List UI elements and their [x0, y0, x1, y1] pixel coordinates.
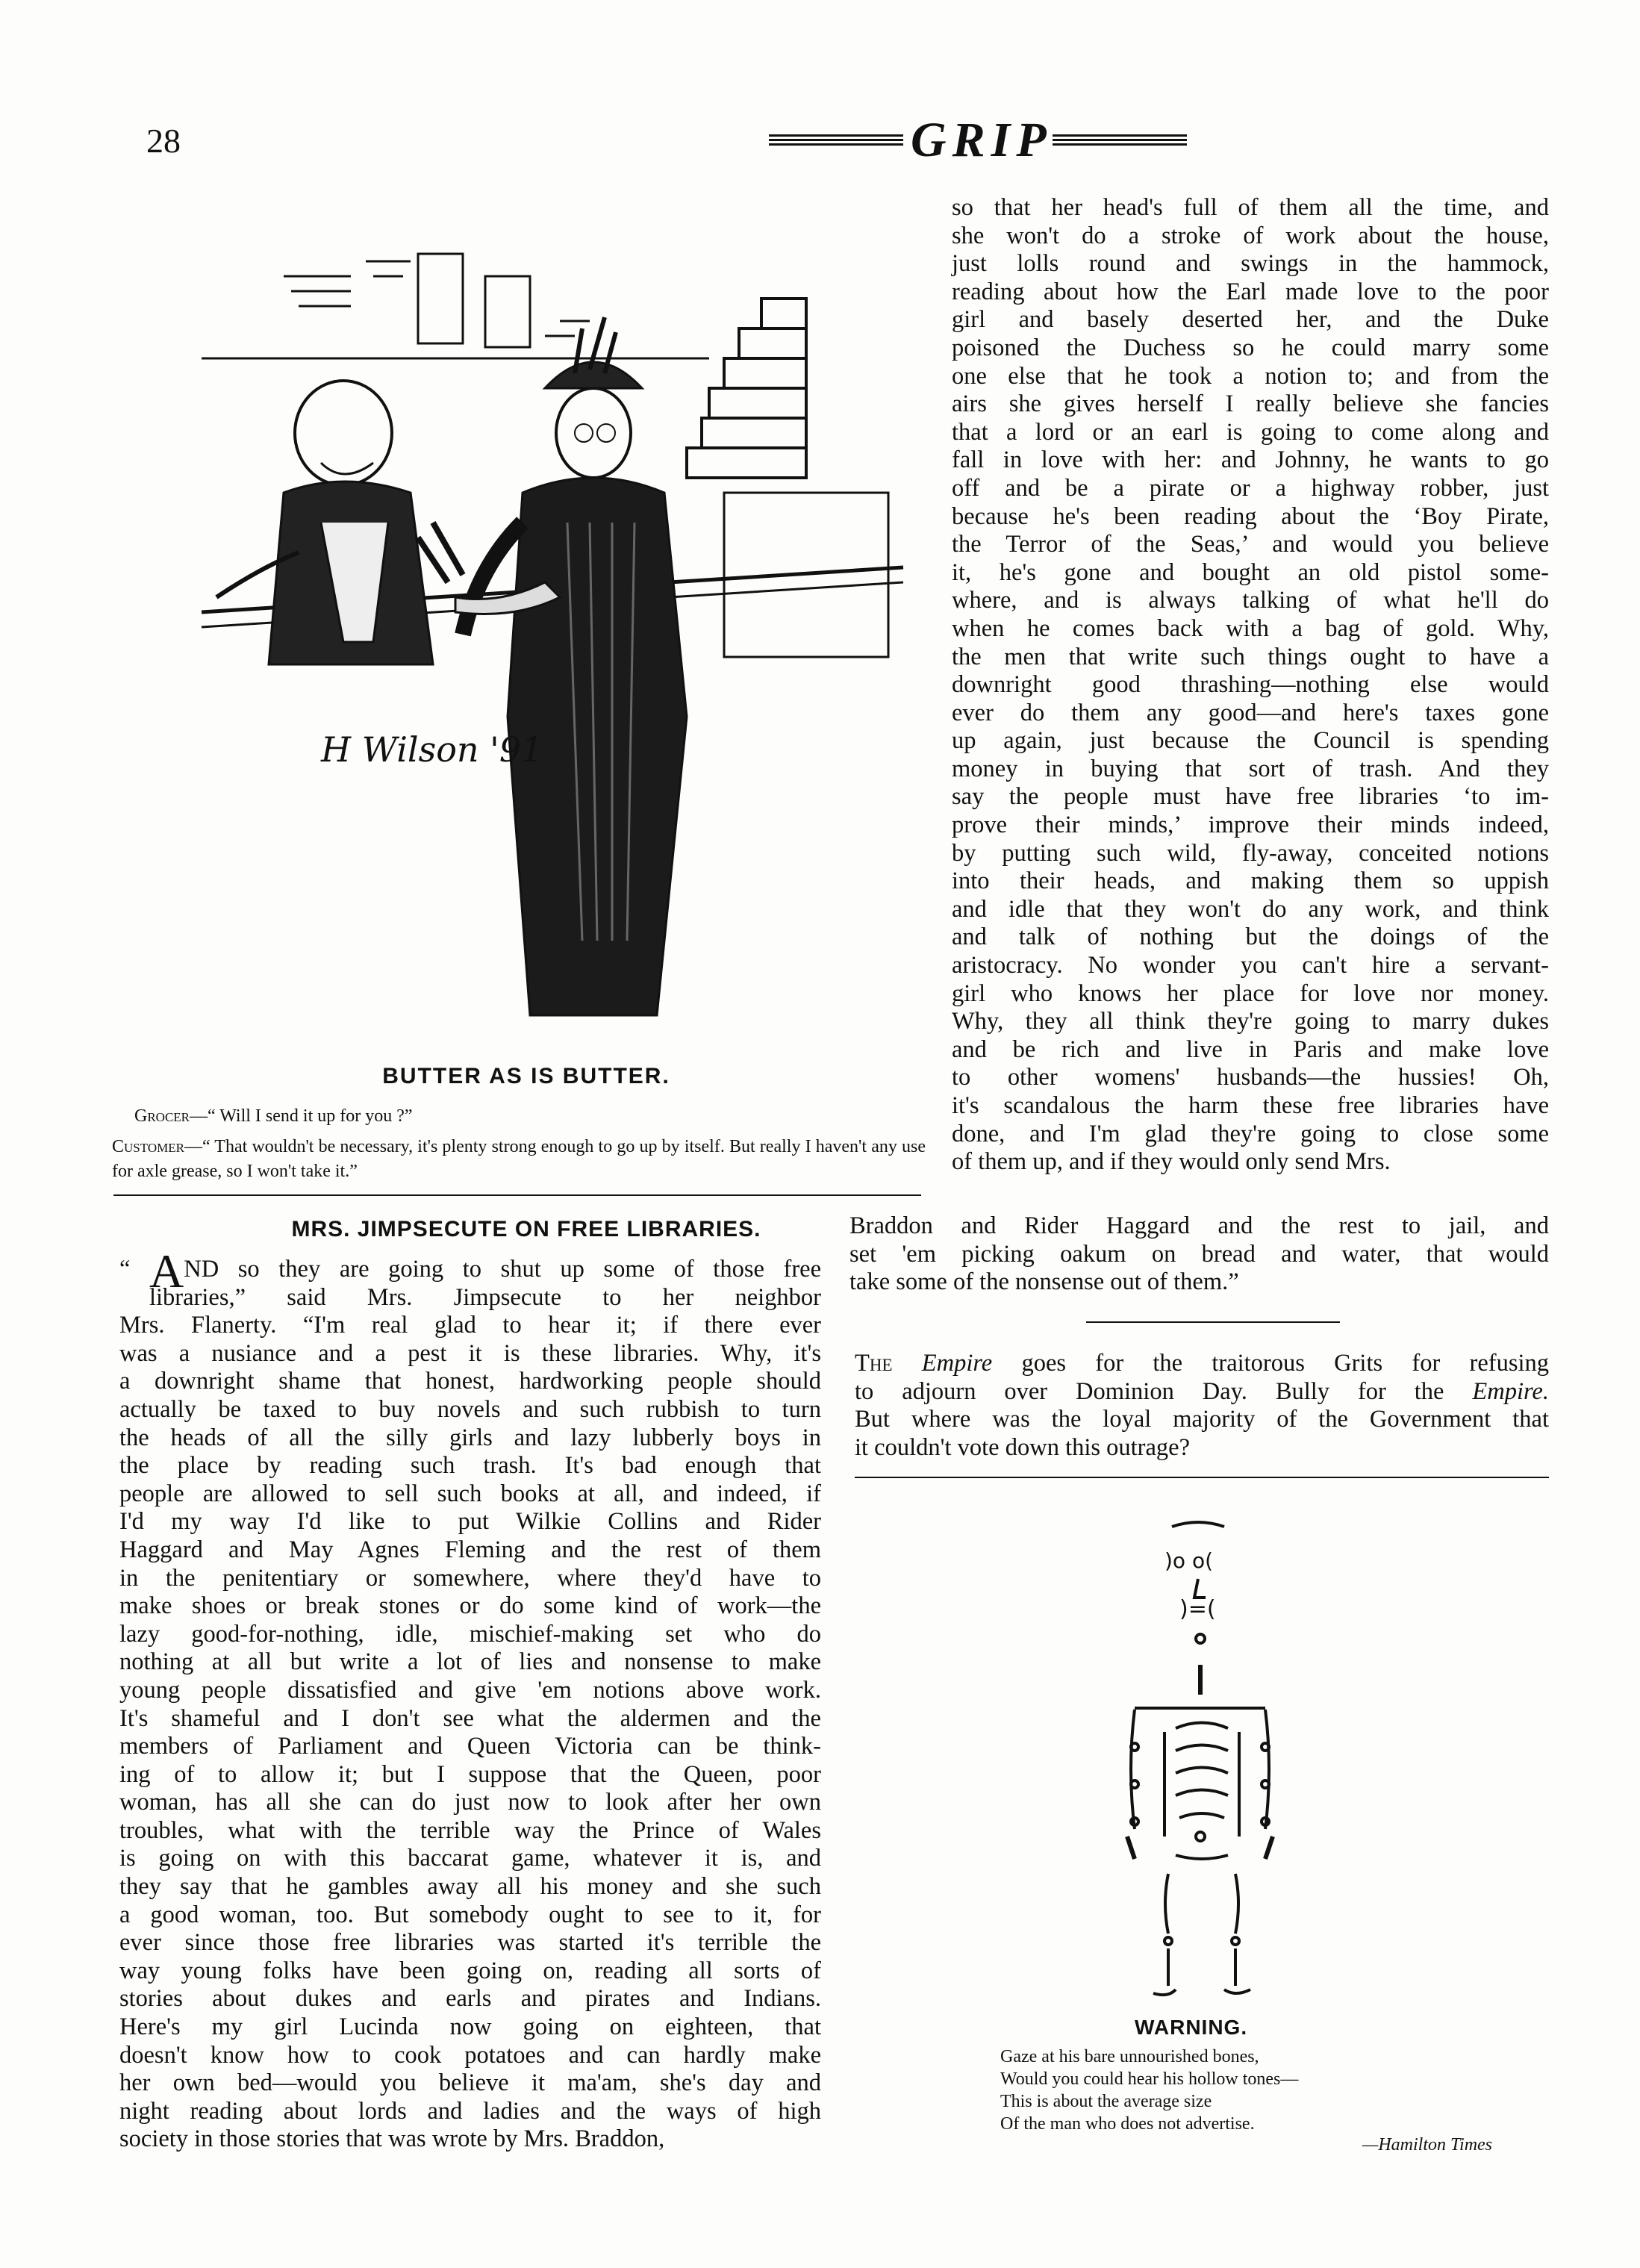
- text-line: she won't do a stroke of work about the house,: [952, 222, 1549, 249]
- empire-line-1-text: goes for the traitorous Grits for refusing: [1021, 1350, 1549, 1377]
- text-line: the men that write such things ought to have a: [952, 643, 1549, 670]
- text-line: actually be taxed to buy novels and such rubbish to turn: [119, 1395, 821, 1423]
- text-line: so that her head's full of them all the time, and: [952, 194, 1549, 221]
- text-line: of them up, and if they would only send Mrs.: [952, 1148, 1391, 1176]
- text-line: just lolls round and swings in the hammock,: [952, 250, 1549, 278]
- text-line: “ AND so they are going to shut up some of those free: [119, 1244, 821, 1297]
- text-line: airs she gives herself I really believe she fancies: [952, 390, 1549, 418]
- text-line: by putting such wild, fly-away, conceited notions: [952, 839, 1549, 867]
- text-line: poisoned the Duchess so he could marry some: [952, 334, 1549, 361]
- empire-italic-1: Empire: [921, 1350, 993, 1377]
- warning-title: WARNING.: [1135, 2016, 1248, 2039]
- text-line: it's scandalous the harm these free libraries have: [952, 1092, 1549, 1119]
- poem-line: Would you could hear his hollow tones—: [1000, 2069, 1299, 2089]
- cartoon-signature: H Wilson '91: [321, 729, 543, 770]
- page-header: [119, 112, 1523, 172]
- text-line: night reading about lords and ladies and the ways of high: [119, 2097, 821, 2125]
- text-line: the place by reading such trash. It's bad enough that: [119, 1452, 821, 1480]
- text-line: and be rich and live in Paris and make love: [952, 1035, 1549, 1063]
- text-line: when he comes back with a bag of gold. Why,: [952, 614, 1549, 642]
- text-line: troubles, what with the terrible way the Prince of Wales: [119, 1816, 821, 1844]
- caption-customer: [112, 1135, 926, 1184]
- empire-line-2-text: to adjourn over Dominion Day. Bully for the: [855, 1377, 1444, 1405]
- customer-line: —“ That wouldn't be necessary, it's plenty strong enough to go up by itself. But really I haven't any use for axle grease, so I won't take it.”: [112, 1137, 926, 1181]
- text-line: done, and I'm glad they're going to close some: [952, 1120, 1549, 1147]
- text-line: the Terror of the Seas,’ and would you believe: [952, 531, 1549, 558]
- drop-cap: A: [149, 1244, 184, 1297]
- empire-line-2: [855, 1377, 1549, 1406]
- text-line: Haggard and May Agnes Fleming and the rest of them: [119, 1536, 821, 1563]
- text-line: stories about dukes and earls and pirates and Indians.: [119, 1985, 821, 2013]
- text-line: and talk of nothing but the doings of the: [952, 923, 1549, 951]
- text-line: people are allowed to sell such books at all, and indeed, if: [119, 1480, 821, 1507]
- text-line: off and be a pirate or a highway robber, just: [952, 474, 1549, 502]
- cartoon-drawing: [172, 209, 918, 1053]
- text-line: because he's been reading about the ‘Boy Pirate,: [952, 502, 1549, 530]
- empire-lead-word: The: [855, 1350, 893, 1377]
- poem-line: This is about the average size: [1000, 2092, 1212, 2111]
- text-line: money in buying that sort of trash. And they: [952, 755, 1549, 782]
- text-line: they say that he gambles away all his money and she such: [119, 1873, 821, 1901]
- section-rule-short: [1086, 1321, 1340, 1323]
- masthead-rule-right: [1053, 134, 1187, 148]
- text-line: take some of the nonsense out of them.”: [849, 1268, 1239, 1296]
- text-line: doesn't know how to cook potatoes and can hardly make: [119, 2041, 821, 2069]
- text-line: downright good thrashing—nothing else would: [952, 671, 1549, 699]
- section-rule-long: [855, 1477, 1549, 1478]
- text-line: one else that he took a notion to; and from the: [952, 362, 1549, 390]
- warning-poem: [1000, 2046, 1298, 2135]
- masthead-title: GRIP: [911, 113, 1053, 167]
- text-line: say the people must have free libraries ‘to im-: [952, 783, 1549, 811]
- caption-rule: [113, 1194, 921, 1196]
- text-line: and idle that they won't do any work, and think: [952, 895, 1549, 923]
- svg-text:)o o(: )o o(: [1164, 1548, 1214, 1573]
- poem-line: Of the man who does not advertise.: [1000, 2114, 1255, 2134]
- empire-line-4: it couldn't vote down this outrage?: [855, 1433, 1191, 1461]
- masthead: [769, 115, 1232, 167]
- text-line: the heads of all the silly girls and lazy lubberly boys in: [119, 1424, 821, 1451]
- text-line: Mrs. Flanerty. “I'm real glad to hear it; if there ever: [119, 1312, 821, 1339]
- text-line: Here's my girl Lucinda now going on eighteen, that: [119, 2013, 821, 2041]
- text-line: ing of to allow it; but I suppose that the Queen, poor: [119, 1760, 821, 1788]
- article-right-column: [952, 194, 1549, 1177]
- empire-line-1: [855, 1349, 1549, 1377]
- text-line: fall in love with her: and Johnny, he wants to go: [952, 446, 1549, 474]
- text-line: into their heads, and making them so uppish: [952, 867, 1549, 895]
- speaker-customer: Customer: [112, 1137, 184, 1156]
- article-title: MRS. JIMPSECUTE ON FREE LIBRARIES.: [291, 1217, 761, 1242]
- text-line: it, he's gone and bought an old pistol some-: [952, 558, 1549, 586]
- poem-line: Gaze at his bare unnourished bones,: [1000, 2047, 1259, 2066]
- text-line: a downright shame that honest, hardworking people should: [119, 1368, 821, 1395]
- empire-paragraph: [855, 1349, 1549, 1461]
- text-line: reading about how the Earl made love to the poor: [952, 278, 1549, 305]
- text-line: set 'em picking oakum on bread and water, that would: [849, 1240, 1549, 1268]
- text-line: girl who knows her place for love nor money.: [952, 979, 1549, 1007]
- empire-italic-2: Empire.: [1472, 1377, 1549, 1405]
- text-line: lazy good-for-nothing, idle, mischief-making set who do: [119, 1620, 821, 1648]
- text-line: that a lord or an earl is going to come along and: [952, 418, 1549, 446]
- text-line: make shoes or break stones or do some kind of work—the: [119, 1592, 821, 1620]
- text-line: Braddon and Rider Haggard and the rest to jail, and: [849, 1212, 1549, 1239]
- text-line: a good woman, too. But somebody ought to see to it, for: [119, 1901, 821, 1928]
- text-line: aristocracy. No wonder you can't hire a servant-: [952, 952, 1549, 979]
- text-line: society in those stories that was wrote by Mrs. Braddon,: [119, 2125, 665, 2153]
- text-line: young people dissatisfied and give 'em notions above work.: [119, 1676, 821, 1704]
- text-line: up again, just because the Council is spending: [952, 727, 1549, 755]
- text-line: girl and basely deserted her, and the Duke: [952, 306, 1549, 334]
- poem-source: —Hamilton Times: [1362, 2135, 1493, 2155]
- cartoon-title: BUTTER AS IS BUTTER.: [382, 1064, 670, 1088]
- text-line: I'd my way I'd like to put Wilkie Collins and Rider: [119, 1508, 821, 1536]
- empire-line-3: But where was the loyal majority of the Government that: [855, 1406, 1549, 1433]
- text-line: to other womens' husbands—the hussies! Oh,: [952, 1064, 1549, 1091]
- page-number: 28: [146, 122, 181, 160]
- text-line: where, and is always talking of what he'll do: [952, 587, 1549, 614]
- text-line: her own bed—would you believe it ma'am, she's day and: [119, 2069, 821, 2097]
- text-line: ever since those free libraries was started it's terrible the: [119, 1929, 821, 1957]
- masthead-rule-left: [769, 134, 903, 148]
- article-left-column: [119, 1244, 821, 2154]
- text-line: in the penitentiary or somewhere, where they'd have to: [119, 1564, 821, 1592]
- cartoon-illustration: [172, 209, 918, 1053]
- text-line: is going on with this baccarat game, whatever it is, and: [119, 1845, 821, 1872]
- text-line: nothing at all but write a lot of lies and nonsense to make: [119, 1648, 821, 1676]
- skeleton-typographic-illustration: [1105, 1508, 1314, 2001]
- article-continuation: [849, 1212, 1549, 1296]
- text-line: libraries,” said Mrs. Jimpsecute to her neighbor: [149, 1283, 821, 1311]
- text-line: ever do them any good—and here's taxes gone: [952, 699, 1549, 726]
- speaker-grocer: Grocer: [134, 1106, 190, 1126]
- skeleton-drawing: [1105, 1508, 1314, 2001]
- text-line: woman, has all she can do just now to look after her own: [119, 1789, 821, 1816]
- text-line: Why, they all think they're going to marry dukes: [952, 1008, 1549, 1035]
- svg-text:)=(: )=(: [1179, 1596, 1216, 1622]
- text-line: way young folks have been going on, reading all sorts of: [119, 1957, 821, 1984]
- text-line: was a nusiance and a pest it is these libraries. Why, it's: [119, 1339, 821, 1367]
- text-line: prove their minds,’ improve their minds indeed,: [952, 811, 1549, 839]
- text-line: It's shameful and I don't see what the aldermen and the: [119, 1704, 821, 1732]
- text-line: members of Parliament and Queen Victoria can be think-: [119, 1733, 821, 1760]
- caption-grocer: [134, 1106, 413, 1127]
- grocer-line: —“ Will I send it up for you ?”: [190, 1106, 413, 1126]
